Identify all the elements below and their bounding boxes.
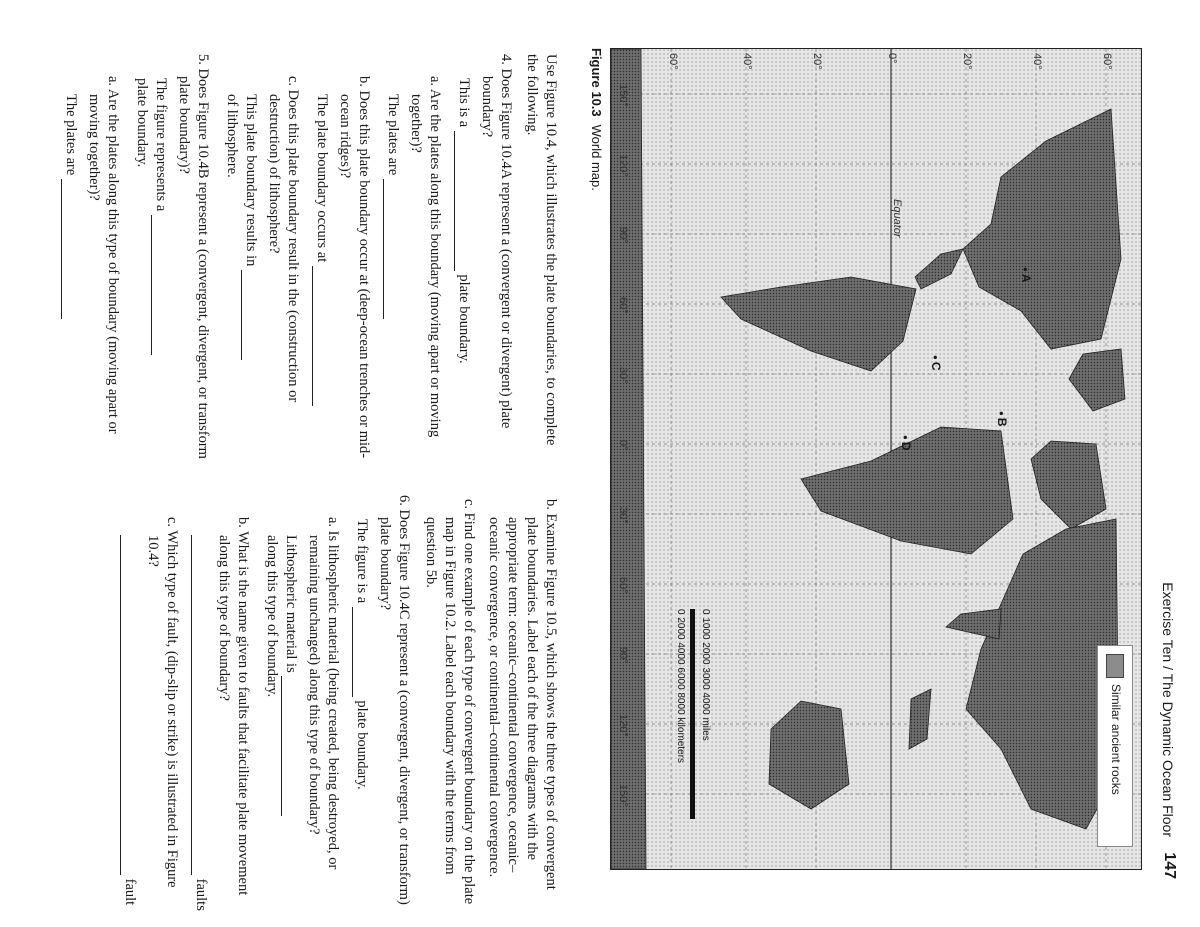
lat-label: 20° (961, 53, 973, 70)
ancient-rocks-swatch (1106, 654, 1124, 678)
answer-line (191, 535, 210, 915)
answer-prefix: The plates are (63, 94, 79, 176)
marker-c: ● C (929, 355, 943, 371)
marker-a: ● A (1019, 267, 1033, 283)
answer-line (262, 535, 300, 915)
answer-prefix: Lithospheric material is (283, 535, 299, 673)
intro-text: Use Figure 10.4, which illustrates the plate boundaries, to complete the following. (524, 54, 559, 446)
answer-suffix: plate boundary. (354, 700, 370, 790)
answer-blank[interactable] (383, 179, 398, 319)
answer-prefix: The figure represents a (153, 78, 169, 212)
question-6b: b. What is the name given to faults that facilitate plate movement along this type of boundary? (216, 517, 251, 896)
question-5: 5. Does Figure 10.4B represent a (convergent, divergent, or transform plate boundary)? (176, 54, 211, 459)
lat-label: 60° (667, 53, 679, 70)
figure-caption-text: World map. (589, 124, 604, 191)
lat-label: 40° (1031, 53, 1043, 70)
answer-suffix: faults (193, 878, 209, 911)
answer-line (454, 78, 473, 464)
answer-blank[interactable] (281, 676, 296, 816)
question-6a: a. Is lithospheric material (being created, being destroyed, or remaining unchanged) along this type of boundary? (306, 517, 341, 870)
answer-prefix: The plate boundary occurs at (314, 94, 330, 263)
map-scale (667, 609, 711, 829)
equator-label: Equator (891, 199, 903, 238)
question-4c: c. Does this plate boundary result in the (construction or destruction) of lithosphere? (266, 76, 301, 403)
lon-label: 0° (617, 440, 629, 451)
answer-blank[interactable] (312, 266, 327, 406)
left-column (51, 54, 560, 464)
running-head-title: Exercise Ten / The Dynamic Ocean Floor (1160, 582, 1176, 837)
scale-bar (690, 609, 695, 819)
answer-blank[interactable] (352, 607, 367, 697)
answer-prefix: The figure is a (354, 519, 370, 604)
question-4: 4. Does Figure 10.4A represent a (convergent or divergent) plate boundary? (479, 54, 514, 429)
answer-line (312, 94, 331, 464)
figure-label: Figure 10.3 (589, 48, 604, 117)
answer-blank[interactable] (454, 131, 469, 271)
running-head (1154, 0, 1178, 927)
legend-label: Similar ancient rocks (1109, 684, 1123, 795)
answer-tail: of lithosphere. (224, 94, 240, 178)
answer-prefix: This plate boundary results in (243, 94, 259, 267)
question-5c: c. Find one example of each type of convergent boundary on the plate map in Figure 10.2. Label each boundary with the terms from question 5b. (423, 499, 477, 905)
marker-b: ● B (995, 411, 1009, 427)
answer-line (132, 78, 170, 464)
answer-prefix: The plates are (385, 94, 401, 176)
right-column (110, 495, 560, 915)
page-number: 147 (1161, 852, 1178, 879)
lat-label: 20° (811, 53, 823, 70)
lon-label: 120° (617, 714, 629, 737)
question-6c: c. Which type of fault, (dip-slip or strike) is illustrated in Figure 10.4? (145, 517, 180, 888)
lat-label: 60° (1101, 53, 1113, 70)
answer-blank[interactable] (151, 215, 166, 355)
lon-label: 90° (617, 647, 629, 664)
answer-prefix: This is a (456, 78, 472, 128)
lat-label: 0° (886, 53, 898, 64)
map-legend (1097, 645, 1133, 847)
scale-miles: 0 1000 2000 3000 4000 miles (700, 609, 711, 741)
answer-blank[interactable] (191, 535, 206, 875)
marker-d: ● D (899, 435, 913, 451)
answer-line (61, 94, 80, 464)
lon-label: 150° (617, 84, 629, 107)
answer-line (120, 535, 139, 915)
answer-blank[interactable] (241, 270, 256, 360)
lon-label: 60° (617, 297, 629, 314)
figure-caption (589, 48, 604, 191)
question-4b: b. Does this plate boundary occur at (deep-ocean trenches or mid-ocean ridges)? (337, 76, 372, 459)
answer-tail: plate boundary. (134, 78, 150, 168)
question-6: 6. Does Figure 10.4C represent a (convergent, divergent, or transform) plate boundary? (377, 495, 412, 905)
lon-label: 120° (617, 154, 629, 177)
answer-tail: along this type of boundary. (264, 535, 280, 698)
lon-label: 90° (617, 227, 629, 244)
question-4a: a. Are the plates along this boundary (moving apart or moving together)? (408, 76, 443, 438)
answer-line (383, 94, 402, 464)
scale-km: 0 2000 4000 6000 8000 kilometers (675, 609, 686, 764)
lon-label: 60° (617, 577, 629, 594)
answer-suffix: plate boundary. (456, 274, 472, 364)
lon-label: 30° (617, 507, 629, 524)
question-5b: b. Examine Figure 10.5, which shows the three types of convergent plate boundaries. Label each of the three diagrams with the appropriate term: oceanic–continental convergence, oceanic–oceanic convergence, or continental–continental convergence. (486, 499, 559, 890)
answer-line (222, 94, 260, 464)
world-map (610, 48, 1142, 870)
lon-label: 150° (617, 784, 629, 807)
answer-blank[interactable] (61, 179, 76, 319)
lat-label: 40° (741, 53, 753, 70)
question-5a: a. Are the plates along this type of boundary (moving apart or moving together)? (86, 76, 121, 434)
answer-suffix: fault (122, 878, 138, 906)
answer-blank[interactable] (120, 535, 135, 875)
lon-label: 30° (617, 367, 629, 384)
answer-line (352, 519, 371, 915)
